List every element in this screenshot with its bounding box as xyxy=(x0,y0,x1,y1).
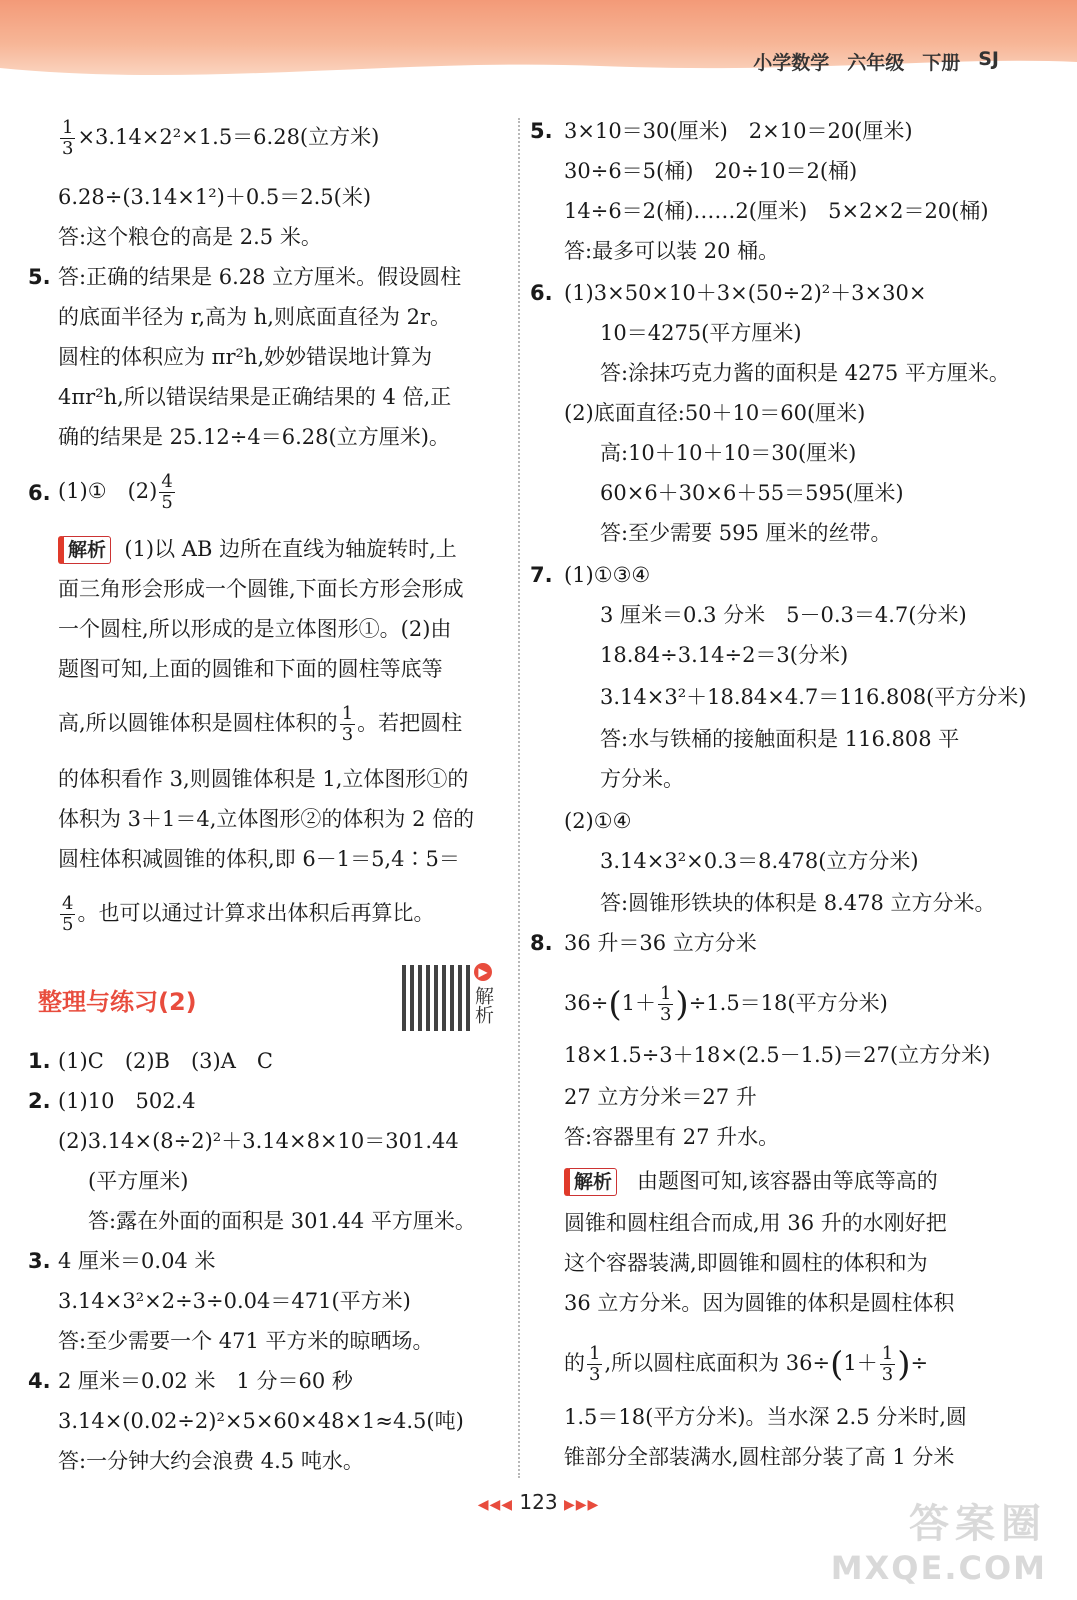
calc-line: 30÷6＝5(桶) 20÷10＝2(桶) xyxy=(564,159,858,183)
analysis-line: 这个容器装满,即圆锥和圆柱的体积和为 xyxy=(564,1251,928,1275)
answer-line: (2)①④ xyxy=(564,809,632,833)
text-line: 圆柱的体积应为 πr²h,妙妙错误地计算为 xyxy=(58,345,433,369)
numerator: 1 xyxy=(589,1343,601,1364)
analysis-line xyxy=(58,704,462,745)
numerator: 1 xyxy=(341,703,354,724)
answer-line: 答:圆锥形铁块的体积是 8.478 立方分米。 xyxy=(600,891,996,915)
section-title: 整理与练习(2) xyxy=(38,988,197,1016)
calc-line: 3 厘米＝0.3 分米 5－0.3＝4.7(分米) xyxy=(600,603,967,627)
analysis-text: 由题图可知,该容器由等底等高的 xyxy=(637,1169,938,1193)
denominator: 5 xyxy=(161,492,173,513)
calc-text: 1＋ xyxy=(621,991,656,1015)
paren-open: ( xyxy=(830,1344,844,1385)
next-arrows-icon: ▶▶▶ xyxy=(563,1497,600,1513)
analysis-text: (1)以 AB 边所在直线为轴旋转时,上 xyxy=(124,537,457,561)
denominator: 5 xyxy=(62,914,74,935)
question-number: 7. xyxy=(530,563,553,587)
denominator: 3 xyxy=(881,1364,894,1385)
paren-close: ) xyxy=(675,984,689,1025)
question-number: 8. xyxy=(530,931,553,955)
analysis-line: 一个圆柱,所以形成的是立体图形①。(2)由 xyxy=(58,617,452,641)
calc-line: 60×6＋30×6＋55＝595(厘米) xyxy=(600,481,904,505)
watermark-text: 答案圈 xyxy=(909,1501,1047,1547)
analysis-line: 圆锥和圆柱组合而成,用 36 升的水刚好把 xyxy=(564,1211,947,1235)
calc-line: 3.14×(0.02÷2)²×5×60×48×1≈4.5(吨) xyxy=(58,1409,464,1433)
calc-line: 36 升＝36 立方分米 xyxy=(564,931,757,955)
question-number: 3. xyxy=(28,1249,51,1273)
numerator: 1 xyxy=(881,1343,894,1364)
calc-line: 14÷6＝2(桶)……2(厘米) 5×2×2＝20(桶) xyxy=(564,199,989,223)
answer-line: 答:至少需要 595 厘米的丝带。 xyxy=(600,521,892,545)
answer-line: 答:一分钟大约会浪费 4.5 吨水。 xyxy=(58,1449,364,1473)
calc-text: ÷1.5＝18(平方分米) xyxy=(688,991,888,1015)
calc-text: ×3.14×2²×1.5＝6.28(立方米) xyxy=(77,125,380,149)
question-number: 2. xyxy=(28,1089,51,1113)
question-number: 4. xyxy=(28,1369,51,1393)
fraction xyxy=(60,118,75,159)
analysis-text: 的 xyxy=(564,1351,585,1375)
question-number: 6. xyxy=(28,481,51,505)
answer-line: 答:最多可以装 20 桶。 xyxy=(564,239,780,263)
paren-close: ) xyxy=(897,1344,911,1385)
text-line: 4πr²h,所以错误结果是正确结果的 4 倍,正 xyxy=(58,385,452,409)
analysis-line: 圆柱体积减圆锥的体积,即 6－1＝5,4∶5＝ xyxy=(58,847,460,871)
calc-line xyxy=(564,984,888,1025)
question-number: 5. xyxy=(530,119,553,143)
question-number: 5. xyxy=(28,265,51,289)
fraction xyxy=(60,894,75,935)
fraction xyxy=(587,1344,602,1385)
answer-text: (1)① (2) xyxy=(58,479,158,503)
qr-label: 解析 xyxy=(472,986,494,1024)
question-number: 1. xyxy=(28,1049,51,1073)
numerator: 1 xyxy=(62,117,74,138)
fraction xyxy=(159,472,174,513)
question-number: 6. xyxy=(530,281,553,305)
fraction xyxy=(880,1344,895,1385)
text-line: 的底面半径为 r,高为 h,则底面直径为 2r。 xyxy=(58,305,452,329)
analysis-line: 题图可知,上面的圆锥和下面的圆柱等底等 xyxy=(58,657,443,681)
calc-line: (1)3×50×10＋3×(50÷2)²＋3×30× xyxy=(564,281,927,305)
answer-line: 答:水与铁桶的接触面积是 116.808 平 xyxy=(600,727,960,751)
answer-line: 方分米。 xyxy=(600,767,684,791)
calc-line: 2 厘米＝0.02 米 1 分＝60 秒 xyxy=(58,1369,353,1393)
watermark xyxy=(831,1492,1047,1587)
watermark-url: MXQE.COM xyxy=(830,1549,1047,1587)
page-number-text: 123 xyxy=(519,1490,558,1514)
calc-line: 3×10＝30(厘米) 2×10＝20(厘米) xyxy=(564,119,913,143)
analysis-line: 36 立方分米。因为圆锥的体积是圆柱体积 xyxy=(564,1291,955,1315)
analysis-line: 面三角形会形成一个圆锥,下面长方形会形成 xyxy=(58,577,464,601)
prev-arrows-icon: ◀◀◀ xyxy=(477,1497,514,1513)
column-divider xyxy=(518,118,520,1478)
calc-line: 高:10＋10＋10＝30(厘米) xyxy=(600,441,857,465)
calc-line: 18.84÷3.14÷2＝3(分米) xyxy=(600,643,849,667)
edition: SJ xyxy=(978,48,999,70)
grade: 六年级 xyxy=(847,52,905,74)
answer-line: 答:露在外面的面积是 301.44 平方厘米。 xyxy=(88,1209,476,1233)
text-line: 确的结果是 25.12÷4＝6.28(立方厘米)。 xyxy=(58,425,450,449)
numerator: 4 xyxy=(62,893,74,914)
analysis-text: 。也可以通过计算求出体积后再算比。 xyxy=(77,901,435,925)
fraction xyxy=(658,984,673,1025)
calc-line: (平方厘米) xyxy=(88,1169,189,1193)
answer-line: 答:涂抹巧克力酱的面积是 4275 平方厘米。 xyxy=(600,361,1010,385)
answer-line: (1)①③④ xyxy=(564,563,651,587)
analysis-text: 高,所以圆锥体积是圆柱体积的 xyxy=(58,711,338,735)
subject: 小学数学 xyxy=(753,52,830,74)
analysis-line xyxy=(58,534,457,564)
calc-line xyxy=(58,118,379,159)
subject-label xyxy=(753,48,999,75)
answer-line: 答:容器里有 27 升水。 xyxy=(564,1125,780,1149)
calc-line: 18×1.5÷3＋18×(2.5－1.5)＝27(立方分米) xyxy=(564,1043,991,1067)
analysis-text: ,所以圆柱底面积为 36÷ xyxy=(604,1351,831,1375)
fraction xyxy=(340,704,355,745)
calc-line: 4 厘米＝0.04 米 xyxy=(58,1249,216,1273)
calc-text: 36÷ xyxy=(564,991,609,1015)
play-icon: ▶ xyxy=(474,963,492,981)
calc-line: 27 立方分米＝27 升 xyxy=(564,1085,757,1109)
analysis-tag: 解析 xyxy=(58,536,111,564)
answer-line: (1)10 502.4 xyxy=(58,1089,196,1113)
denominator: 3 xyxy=(341,724,354,745)
analysis-tag: 解析 xyxy=(564,1168,617,1196)
analysis-text: 1＋ xyxy=(843,1351,878,1375)
denominator: 3 xyxy=(589,1364,601,1385)
denominator: 3 xyxy=(659,1004,672,1025)
paren-open: ( xyxy=(608,984,622,1025)
calc-line: 6.28÷(3.14×1²)＋0.5＝2.5(米) xyxy=(58,185,372,209)
answer-line xyxy=(58,472,177,513)
numerator: 4 xyxy=(161,471,173,492)
volume: 下册 xyxy=(922,52,961,74)
denominator: 3 xyxy=(62,138,74,159)
calc-line: 10＝4275(平方厘米) xyxy=(600,321,802,345)
analysis-text: ÷ xyxy=(910,1351,929,1375)
analysis-line xyxy=(564,1344,928,1385)
analysis-line: 锥部分全部装满水,圆柱部分装了高 1 分米 xyxy=(564,1445,955,1469)
answer-line: (1)C (2)B (3)A C xyxy=(58,1049,273,1073)
analysis-line: 体积为 3＋1＝4,立体图形②的体积为 2 倍的 xyxy=(58,807,475,831)
numerator: 1 xyxy=(659,983,672,1004)
calc-line: (2)3.14×(8÷2)²＋3.14×8×10＝301.44 xyxy=(58,1129,459,1153)
analysis-line xyxy=(58,894,434,935)
calc-line: 3.14×3²＋18.84×4.7＝116.808(平方分米) xyxy=(600,685,1027,709)
text-line: 答:正确的结果是 6.28 立方厘米。假设圆柱 xyxy=(58,265,462,289)
answer-line: 答:至少需要一个 471 平方米的晾晒场。 xyxy=(58,1329,434,1353)
calc-line: 3.14×3²×2÷3÷0.04＝471(平方米) xyxy=(58,1289,411,1313)
analysis-line xyxy=(564,1166,938,1196)
analysis-line: 1.5＝18(平方分米)。当水深 2.5 分米时,圆 xyxy=(564,1405,967,1429)
answer-line: 答:这个粮仓的高是 2.5 米。 xyxy=(58,225,322,249)
qr-code-icon[interactable] xyxy=(402,965,470,1031)
calc-line: (2)底面直径:50＋10＝60(厘米) xyxy=(564,401,866,425)
analysis-text: 。若把圆柱 xyxy=(357,711,463,735)
analysis-line: 的体积看作 3,则圆锥体积是 1,立体图形①的 xyxy=(58,767,469,791)
calc-line: 3.14×3²×0.3＝8.478(立方分米) xyxy=(600,849,919,873)
